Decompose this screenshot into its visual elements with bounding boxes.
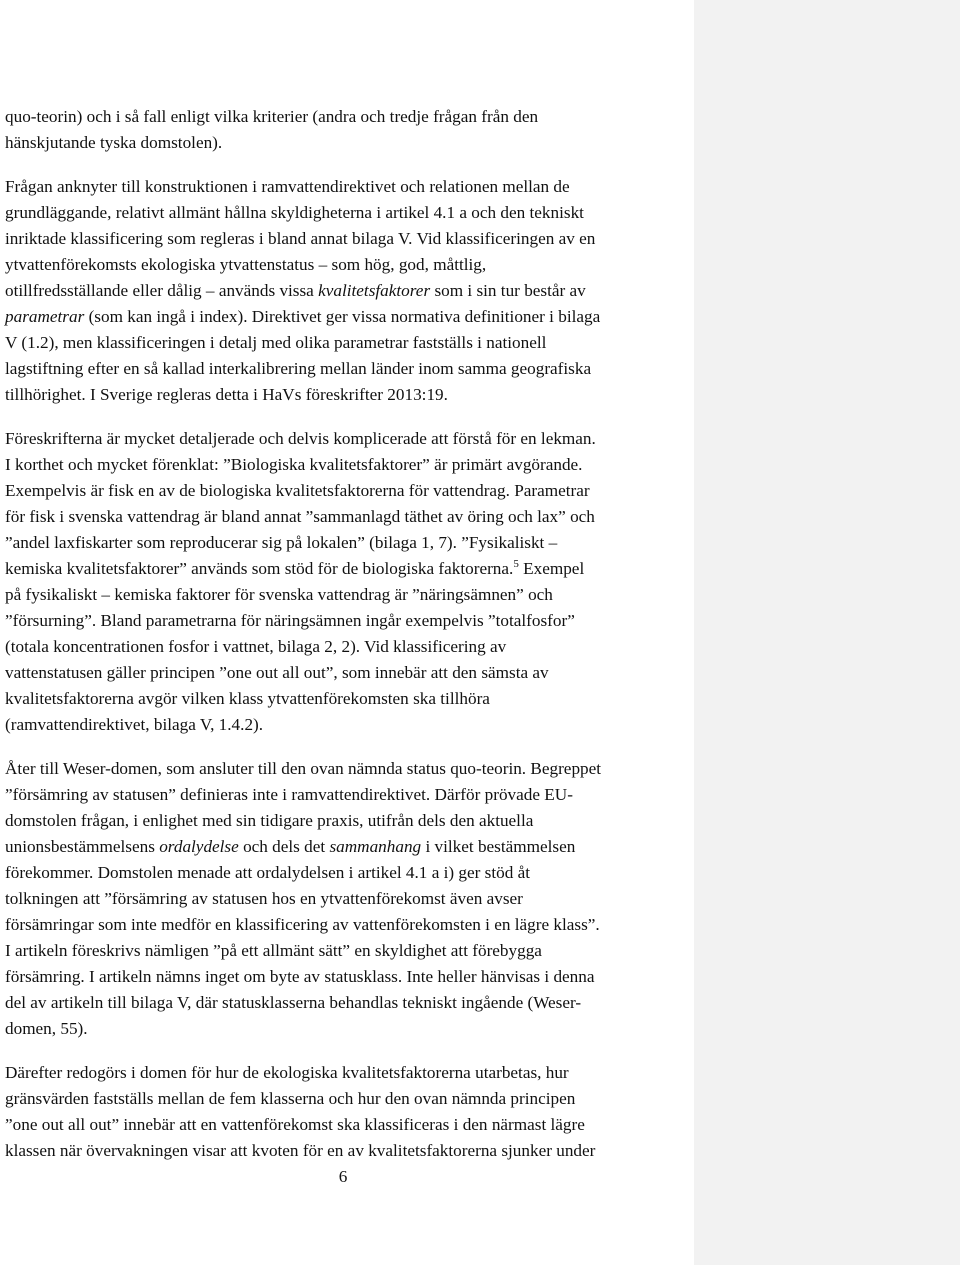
text-line bbox=[5, 660, 691, 686]
text-line bbox=[5, 1086, 691, 1112]
text-run: grundläggande, relativt allmänt hållna skyldigheterna i artikel 4.1 a och den tekniskt bbox=[5, 203, 584, 222]
text-run: domstolen frågan, i enlighet med sin tidigare praxis, utifrån dels den aktuella bbox=[5, 811, 534, 830]
text-run: hänskjutande tyska domstolen). bbox=[5, 133, 223, 152]
footnote-reference: 5 bbox=[513, 558, 519, 570]
text-run: (totala koncentrationen fosfor i vattnet, bilaga 2, 2). Vid klassificering av bbox=[5, 637, 507, 656]
text-run: ”one out all out” innebär att en vattenförekomst ska klassificeras i den närmast lägre bbox=[5, 1115, 585, 1134]
text-run: klassen när övervakningen visar att kvoten för en av kvalitetsfaktorerna sjunker under bbox=[5, 1141, 596, 1160]
text-run: förekommer. Domstolen menade att ordalydelsen i artikel 4.1 a i) ger stöd åt bbox=[5, 863, 531, 882]
text-run: på fysikaliskt – kemiska faktorer för svenska vattendrag är ”näringsämnen” och bbox=[5, 585, 553, 604]
text-line bbox=[5, 1112, 691, 1138]
text-run: för fisk i svenska vattendrag är bland annat ”sammanlagd täthet av öring och lax” och bbox=[5, 507, 595, 526]
text-run: vattenstatusen gäller principen ”one out all out”, som innebär att den sämsta av bbox=[5, 663, 549, 682]
italic-term: ordalydelse bbox=[159, 837, 239, 856]
text-line bbox=[5, 304, 691, 330]
text-line bbox=[5, 530, 691, 556]
text-run: tillhörighet. I Sverige regleras detta i HaVs föreskrifter 2013:19. bbox=[5, 385, 448, 404]
text-line bbox=[5, 478, 691, 504]
text-run: ytvattenförekomsts ekologiska ytvattenstatus – som hög, god, måttlig, bbox=[5, 255, 487, 274]
italic-term: sammanhang bbox=[329, 837, 422, 856]
text-run: unionsbestämmelsens bbox=[5, 837, 160, 856]
paragraph bbox=[5, 104, 691, 156]
text-run: Exempelvis är fisk en av de biologiska kvalitetsfaktorerna för vattendrag. Parametrar bbox=[5, 481, 590, 500]
text-line bbox=[5, 990, 691, 1016]
text-line bbox=[5, 756, 691, 782]
text-line bbox=[5, 712, 691, 738]
text-run: quo-teorin) och i så fall enligt vilka kriterier (andra och tredje frågan från den bbox=[5, 107, 539, 126]
text-run: Därefter redogörs i domen för hur de ekologiska kvalitetsfaktorerna utarbetas, hur bbox=[5, 1063, 569, 1082]
text-line bbox=[5, 938, 691, 964]
text-line bbox=[5, 278, 691, 304]
text-run: ”försurning”. Bland parametrarna för näringsämnen ingår exempelvis ”totalfosfor” bbox=[5, 611, 575, 630]
text-line bbox=[5, 964, 691, 990]
text-run: tolkningen att ”försämring av statusen hos en ytvattenförekomst även avser bbox=[5, 889, 523, 908]
text-line bbox=[5, 382, 691, 408]
text-run: del av artikeln till bilaga V, där statusklasserna behandlas tekniskt ingående (Weser- bbox=[5, 993, 582, 1012]
text-line bbox=[5, 226, 691, 252]
text-line bbox=[5, 504, 691, 530]
text-line bbox=[5, 556, 691, 582]
text-line bbox=[5, 686, 691, 712]
text-run: Åter till Weser-domen, som ansluter till den ovan nämnda status quo-teorin. Begreppet bbox=[5, 759, 602, 778]
text-run: Föreskrifterna är mycket detaljerade och delvis komplicerade att förstå för en lekman. bbox=[5, 429, 596, 448]
italic-term: parametrar bbox=[5, 307, 85, 326]
text-line bbox=[5, 426, 691, 452]
body-text bbox=[5, 104, 691, 1182]
text-line bbox=[5, 452, 691, 478]
comment-margin-pane bbox=[694, 0, 960, 1265]
text-run: I korthet och mycket förenklat: ”Biologiska kvalitetsfaktorer” är primärt avgörande. bbox=[5, 455, 583, 474]
text-line bbox=[5, 912, 691, 938]
paragraph bbox=[5, 1060, 691, 1164]
text-run: inriktade klassificering som regleras i bland annat bilaga V. Vid klassificeringen av en bbox=[5, 229, 596, 248]
text-line bbox=[5, 200, 691, 226]
text-line bbox=[5, 330, 691, 356]
text-line bbox=[5, 582, 691, 608]
paragraph bbox=[5, 756, 691, 1042]
text-line bbox=[5, 1138, 691, 1164]
text-run: och dels det bbox=[238, 837, 330, 856]
paragraph bbox=[5, 174, 691, 408]
text-run: Frågan anknyter till konstruktionen i ramvattendirektivet och relationen mellan de bbox=[5, 177, 570, 196]
text-line bbox=[5, 1060, 691, 1086]
text-run: (som kan ingå i index). Direktivet ger vissa normativa definitioner i bilaga bbox=[84, 307, 601, 326]
text-line bbox=[5, 130, 691, 156]
text-line bbox=[5, 834, 691, 860]
text-run: ”försämring av statusen” definieras inte i ramvattendirektivet. Därför prövade EU- bbox=[5, 785, 573, 804]
text-run: V (1.2), men klassificeringen i detalj med olika parametrar fastställs i nationell bbox=[5, 333, 547, 352]
text-run: domen, 55). bbox=[5, 1019, 88, 1038]
text-run: försämring. I artikeln nämns inget om byte av statusklass. Inte heller hänvisas i denna bbox=[5, 967, 595, 986]
text-run: försämringar som inte medför en klassificering av vattenförekomsten i en lägre klass”. bbox=[5, 915, 600, 934]
text-line bbox=[5, 782, 691, 808]
italic-term: kvalitetsfaktorer bbox=[318, 281, 431, 300]
text-run: kemiska kvalitetsfaktorer” används som stöd för de biologiska faktorerna. bbox=[5, 559, 514, 578]
text-line bbox=[5, 356, 691, 382]
text-run: (ramvattendirektivet, bilaga V, 1.4.2). bbox=[5, 715, 264, 734]
text-run: lagstiftning efter en så kallad interkalibrering mellan länder inom samma geografiska bbox=[5, 359, 592, 378]
page-number: 6 bbox=[338, 1167, 348, 1186]
text-run: Exempel bbox=[518, 559, 585, 578]
text-line bbox=[5, 860, 691, 886]
paragraph bbox=[5, 426, 691, 738]
text-run: gränsvärden fastställs mellan de fem klasserna och hur den ovan nämnda principen bbox=[5, 1089, 576, 1108]
text-line bbox=[5, 104, 691, 130]
text-run: i vilket bestämmelsen bbox=[421, 837, 576, 856]
text-line bbox=[5, 1016, 691, 1042]
text-line bbox=[5, 608, 691, 634]
text-line bbox=[5, 886, 691, 912]
text-line bbox=[5, 174, 691, 200]
text-line bbox=[5, 808, 691, 834]
text-run: kvalitetsfaktorerna avgör vilken klass ytvattenförekomsten ska tillhöra bbox=[5, 689, 490, 708]
text-run: I artikeln föreskrivs nämligen ”på ett allmänt sätt” en skyldighet att förebygga bbox=[5, 941, 542, 960]
text-run: som i sin tur består av bbox=[430, 281, 586, 300]
text-run: ”andel laxfiskarter som reproducerar sig på lokalen” (bilaga 1, 7). ”Fysikaliskt – bbox=[5, 533, 558, 552]
text-line bbox=[5, 252, 691, 278]
text-run: otillfredsställande eller dålig – används vissa bbox=[5, 281, 319, 300]
text-line bbox=[5, 634, 691, 660]
